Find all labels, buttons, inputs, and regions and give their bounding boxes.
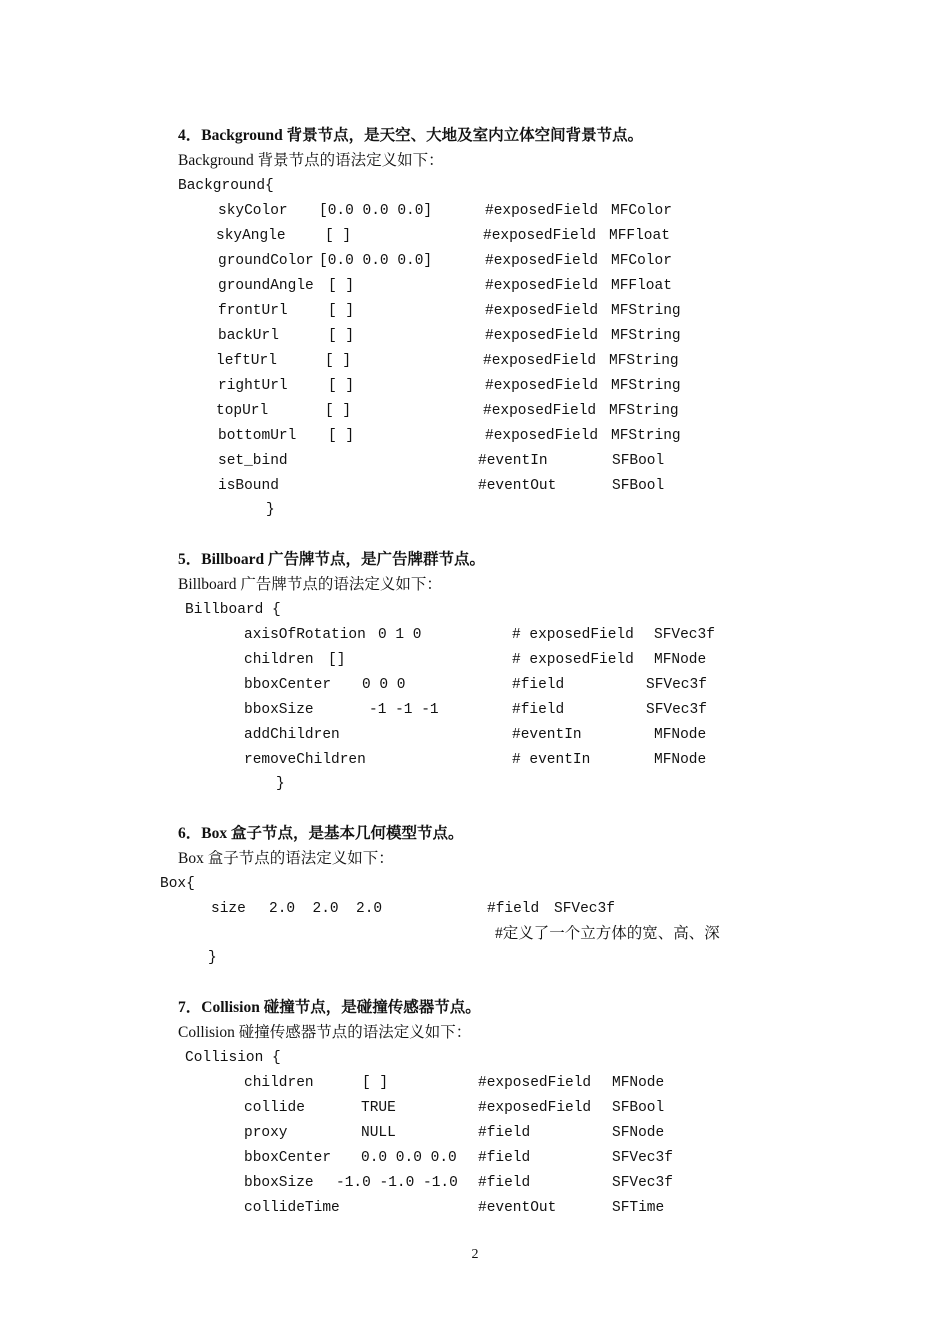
field-type: MFNode bbox=[612, 1075, 665, 1091]
field-type: SFNode bbox=[612, 1125, 665, 1141]
code-open-background: Background{ bbox=[178, 178, 274, 194]
field-type: MFColor bbox=[611, 253, 672, 269]
field-type: SFVec3f bbox=[612, 1150, 673, 1166]
field-kind: #exposedField bbox=[478, 1075, 592, 1091]
field-type: MFString bbox=[609, 353, 679, 369]
field-name: bboxCenter bbox=[244, 1150, 332, 1166]
field-type: MFNode bbox=[654, 752, 707, 768]
field-type: SFTime bbox=[612, 1200, 665, 1216]
field-kind: #field bbox=[512, 677, 565, 693]
field-name: size bbox=[211, 901, 246, 917]
field-kind: #eventIn bbox=[512, 727, 582, 743]
field-kind: #exposedField bbox=[478, 1100, 592, 1116]
field-kind: #exposedField bbox=[485, 328, 599, 344]
field-type: SFVec3f bbox=[554, 901, 615, 917]
field-value: [0.0 0.0 0.0] bbox=[319, 253, 433, 269]
field-value: [ ] bbox=[325, 353, 352, 369]
field-type: MFFloat bbox=[609, 228, 670, 244]
field-comment: #定义了一个立方体的宽、高、深 bbox=[495, 925, 720, 942]
code-close-billboard: } bbox=[276, 776, 285, 792]
field-type: SFVec3f bbox=[646, 677, 707, 693]
field-value: -1 -1 -1 bbox=[369, 702, 439, 718]
section-intro-collision: Collision 碰撞传感器节点的语法定义如下： bbox=[178, 1024, 472, 1041]
field-name: groundAngle bbox=[218, 278, 314, 294]
field-name: groundColor bbox=[218, 253, 314, 269]
field-type: SFBool bbox=[612, 453, 665, 469]
code-open-collision: Collision { bbox=[185, 1050, 281, 1066]
field-name: set_bind bbox=[218, 453, 288, 469]
field-name: bboxCenter bbox=[244, 677, 332, 693]
field-kind: #eventIn bbox=[478, 453, 548, 469]
field-type: MFString bbox=[611, 303, 681, 319]
field-name: backUrl bbox=[218, 328, 279, 344]
field-kind: #exposedField bbox=[485, 428, 599, 444]
field-name: proxy bbox=[244, 1125, 288, 1141]
field-kind: #exposedField bbox=[483, 353, 597, 369]
field-name: removeChildren bbox=[244, 752, 366, 768]
field-kind: # exposedField bbox=[512, 652, 634, 668]
field-kind: #exposedField bbox=[485, 278, 599, 294]
field-name: frontUrl bbox=[218, 303, 288, 319]
field-kind: #exposedField bbox=[485, 303, 599, 319]
code-close-background: } bbox=[266, 502, 275, 518]
field-name: skyColor bbox=[218, 203, 288, 219]
field-type: MFNode bbox=[654, 727, 707, 743]
page-number: 2 bbox=[471, 1247, 479, 1262]
section-heading-billboard: 5．Billboard 广告牌节点，是广告牌群节点。 bbox=[178, 551, 486, 568]
field-value: 0.0 0.0 0.0 bbox=[361, 1150, 457, 1166]
field-value: [ ] bbox=[328, 303, 355, 319]
field-value: [ ] bbox=[328, 328, 355, 344]
field-kind: #exposedField bbox=[485, 203, 599, 219]
field-name: collideTime bbox=[244, 1200, 340, 1216]
code-open-billboard: Billboard { bbox=[185, 602, 281, 618]
field-kind: #field bbox=[487, 901, 540, 917]
code-close-box: } bbox=[208, 950, 217, 966]
field-kind: # eventIn bbox=[512, 752, 591, 768]
field-value: 2.0 2.0 2.0 bbox=[269, 901, 383, 917]
field-type: MFString bbox=[611, 428, 681, 444]
section-intro-box: Box 盒子节点的语法定义如下： bbox=[178, 850, 394, 867]
section-intro-billboard: Billboard 广告牌节点的语法定义如下： bbox=[178, 576, 442, 593]
field-type: SFVec3f bbox=[654, 627, 715, 643]
field-name: bottomUrl bbox=[218, 428, 297, 444]
field-value: [ ] bbox=[328, 378, 355, 394]
field-name: leftUrl bbox=[216, 353, 277, 369]
field-name: skyAngle bbox=[216, 228, 286, 244]
field-type: MFString bbox=[611, 378, 681, 394]
field-value: NULL bbox=[361, 1125, 396, 1141]
field-kind: #field bbox=[478, 1125, 531, 1141]
field-kind: #exposedField bbox=[485, 378, 599, 394]
field-name: bboxSize bbox=[244, 1175, 314, 1191]
section-intro-background: Background 背景节点的语法定义如下： bbox=[178, 152, 444, 169]
field-value: [] bbox=[328, 652, 346, 668]
field-value: -1.0 -1.0 -1.0 bbox=[336, 1175, 458, 1191]
field-name: bboxSize bbox=[244, 702, 314, 718]
field-value: 0 0 0 bbox=[362, 677, 406, 693]
section-heading-box: 6．Box 盒子节点，是基本几何模型节点。 bbox=[178, 825, 464, 842]
field-name: axisOfRotation bbox=[244, 627, 366, 643]
field-kind: #field bbox=[512, 702, 565, 718]
section-heading-background: 4．Background 背景节点，是天空、大地及室内立体空间背景节点。 bbox=[178, 127, 644, 144]
field-type: SFVec3f bbox=[646, 702, 707, 718]
field-name: rightUrl bbox=[218, 378, 288, 394]
field-name: collide bbox=[244, 1100, 305, 1116]
field-value: [ ] bbox=[328, 278, 355, 294]
code-open-box: Box{ bbox=[160, 876, 195, 892]
field-name: isBound bbox=[218, 478, 279, 494]
field-type: SFVec3f bbox=[612, 1175, 673, 1191]
field-kind: #field bbox=[478, 1150, 531, 1166]
field-name: addChildren bbox=[244, 727, 340, 743]
field-type: SFBool bbox=[612, 1100, 665, 1116]
field-kind: #exposedField bbox=[485, 253, 599, 269]
field-kind: #exposedField bbox=[483, 228, 597, 244]
section-heading-collision: 7．Collision 碰撞节点，是碰撞传感器节点。 bbox=[178, 999, 481, 1016]
field-type: MFString bbox=[611, 328, 681, 344]
field-kind: #exposedField bbox=[483, 403, 597, 419]
field-kind: # exposedField bbox=[512, 627, 634, 643]
field-kind: #eventOut bbox=[478, 1200, 557, 1216]
field-value: [0.0 0.0 0.0] bbox=[319, 203, 433, 219]
field-value: [ ] bbox=[328, 428, 355, 444]
field-type: MFString bbox=[609, 403, 679, 419]
field-type: SFBool bbox=[612, 478, 665, 494]
field-type: MFNode bbox=[654, 652, 707, 668]
field-value: [ ] bbox=[325, 403, 352, 419]
field-kind: #eventOut bbox=[478, 478, 557, 494]
field-name: children bbox=[244, 652, 314, 668]
field-value: [ ] bbox=[362, 1075, 389, 1091]
field-name: topUrl bbox=[216, 403, 269, 419]
field-kind: #field bbox=[478, 1175, 531, 1191]
field-type: MFFloat bbox=[611, 278, 672, 294]
field-name: children bbox=[244, 1075, 314, 1091]
field-value: [ ] bbox=[325, 228, 352, 244]
field-type: MFColor bbox=[611, 203, 672, 219]
field-value: 0 1 0 bbox=[378, 627, 422, 643]
field-value: TRUE bbox=[361, 1100, 396, 1116]
